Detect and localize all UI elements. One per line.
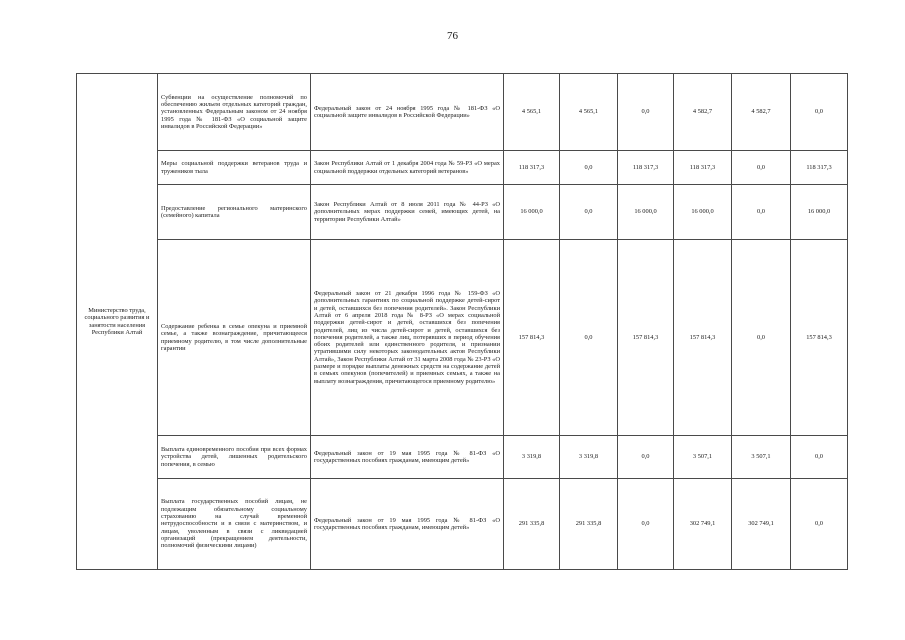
- value-cell: 16 000,0: [791, 185, 848, 240]
- value-cell: 4 565,1: [560, 74, 618, 151]
- value-cell: 118 317,3: [791, 151, 848, 185]
- value-cell: 3 319,8: [504, 436, 560, 479]
- law-cell: Федеральный закон от 19 мая 1995 года № 81-ФЗ «О государственных пособиях гражданам, имеющим детей»: [311, 479, 504, 570]
- table-row: [77, 240, 848, 436]
- value-cell: 4 565,1: [504, 74, 560, 151]
- page-number: 76: [447, 30, 458, 42]
- law-cell: Федеральный закон от 21 декабря 1996 года № 159-ФЗ «О дополнительных гарантиях по социальной поддержке детей-сирот и детей, оставшихся без попечения родителей». Закон Республики Алтай от 6 апреля 2018 года № 8-РЗ «О мерах социальной поддержки детей-сирот и детей, оставшихся без попечения родителей, лиц из числа детей-сирот и детей, оставшихся без попечения родителей, а также лиц, потерявших в период обучения обоих родителей или единственного родителя, и признании утратившими силу некоторых законодательных актов Республики Алтай», Закон Республики Алтай от 31 марта 2008 года № 23-РЗ «О размере и порядке выплаты денежных средств на содержание детей в семьях опекунов (попечителей) и приемных семьях, а также на выплату вознаграждения, причитающегося приемному родителю»: [311, 240, 504, 436]
- value-cell: 291 335,8: [504, 479, 560, 570]
- value-cell: 157 814,3: [618, 240, 674, 436]
- value-cell: 0,0: [618, 479, 674, 570]
- value-cell: 157 814,3: [674, 240, 732, 436]
- law-cell: Федеральный закон от 24 ноября 1995 года № 181-ФЗ «О социальной защите инвалидов в Российской Федерации»: [311, 74, 504, 151]
- value-cell: 0,0: [732, 185, 791, 240]
- value-cell: 16 000,0: [504, 185, 560, 240]
- value-cell: 0,0: [791, 436, 848, 479]
- value-cell: 16 000,0: [618, 185, 674, 240]
- value-cell: 118 317,3: [674, 151, 732, 185]
- value-cell: 302 749,1: [732, 479, 791, 570]
- table-row: [77, 436, 848, 479]
- value-cell: 157 814,3: [504, 240, 560, 436]
- value-cell: 3 507,1: [732, 436, 791, 479]
- value-cell: 4 582,7: [674, 74, 732, 151]
- law-cell: Закон Республики Алтай от 1 декабря 2004 года № 59-РЗ «О мерах социальной поддержки отдельных категорий ветеранов»: [311, 151, 504, 185]
- law-cell: Федеральный закон от 19 мая 1995 года № 81-ФЗ «О государственных пособиях гражданам, имеющим детей»: [311, 436, 504, 479]
- law-cell: Закон Республики Алтай от 8 июля 2011 года № 44-РЗ «О дополнительных мерах поддержки семей, имеющих детей, на территории Республики Алтай»: [311, 185, 504, 240]
- measure-cell: Содержание ребенка в семье опекуна и приемной семье, а также вознаграждение, причитающееся приемному родителю, в том числе дополнительные гарантии: [158, 240, 311, 436]
- ministry-cell: Министерство труда, социального развития и занятости населения Республики Алтай: [77, 74, 158, 570]
- value-cell: 0,0: [791, 74, 848, 151]
- value-cell: 16 000,0: [674, 185, 732, 240]
- value-cell: 0,0: [560, 240, 618, 436]
- table-row: [77, 74, 848, 151]
- value-cell: 291 335,8: [560, 479, 618, 570]
- value-cell: 302 749,1: [674, 479, 732, 570]
- value-cell: 118 317,3: [504, 151, 560, 185]
- value-cell: 0,0: [732, 240, 791, 436]
- measure-cell: Предоставление регионального материнского (семейного) капитала: [158, 185, 311, 240]
- value-cell: 4 582,7: [732, 74, 791, 151]
- value-cell: 118 317,3: [618, 151, 674, 185]
- value-cell: 0,0: [560, 185, 618, 240]
- measure-cell: Выплата единовременного пособия при всех формах устройства детей, лишенных родительского попечения, в семью: [158, 436, 311, 479]
- table-row: [77, 185, 848, 240]
- value-cell: 0,0: [791, 479, 848, 570]
- budget-table: [76, 73, 848, 570]
- value-cell: 0,0: [560, 151, 618, 185]
- value-cell: 0,0: [618, 74, 674, 151]
- table-row: [77, 151, 848, 185]
- value-cell: 3 507,1: [674, 436, 732, 479]
- value-cell: 157 814,3: [791, 240, 848, 436]
- value-cell: 0,0: [732, 151, 791, 185]
- measure-cell: Субвенции на осуществление полномочий по обеспечению жильем отдельных категорий граждан, установленных Федеральным законом от 24 ноября 1995 года № 181-ФЗ «О социальной защите инвалидов в Российской Федерации»: [158, 74, 311, 151]
- value-cell: 3 319,8: [560, 436, 618, 479]
- measure-cell: Выплата государственных пособий лицам, не подлежащим обязательному социальному страхованию на случай временной нетрудоспособности и в связи с материнством, и лицам, уволенным в связи с ликвидацией организаций (прекращением деятельности, полномочий физическими лицами): [158, 479, 311, 570]
- value-cell: 0,0: [618, 436, 674, 479]
- table-row: [77, 479, 848, 570]
- measure-cell: Меры социальной поддержки ветеранов труда и тружеников тыла: [158, 151, 311, 185]
